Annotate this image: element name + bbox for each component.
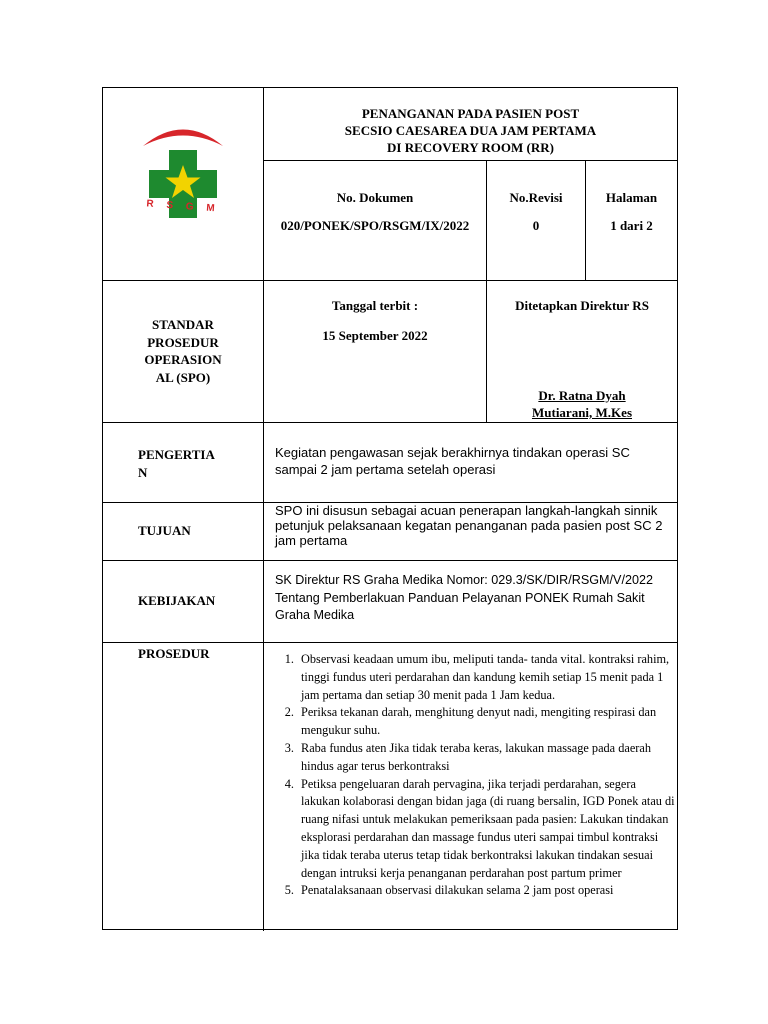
divider xyxy=(263,160,677,161)
title-line: DI RECOVERY ROOM (RR) xyxy=(387,140,554,155)
list-item: 4. Petiksa pengeluaran darah pervagina, jika terjadi perdarahan, segera lakukan kolaborasi dengan bidan jaga (di ruang bersalin, IGD Ponek atau di ruang nifasi untuk melakukan pemeriksaan pada pasien: Lakukan tindakan eksplorasi perdarahan dan massage fundus uteri sampai timbul kontraksi jika tidak teraba uterus tetap tidak berkontraksi lakukan tindakan sesuai dengan intruksi kerja penanganan perdarahan post partum primer xyxy=(297,776,675,883)
list-item: 3. Raba fundus aten Jika tidak teraba keras, lakukan massage pada daerah hindus agar terus berkontraksi xyxy=(297,740,675,776)
kebijakan-text: SK Direktur RS Graha Medika Nomor: 029.3/SK/DIR/RSGM/V/2022 Tentang Pemberlakuan Panduan Pelayanan PONEK Rumah Sakit Graha Medika xyxy=(275,573,653,622)
prosedur-list xyxy=(265,651,675,900)
tujuan-label: TUJUAN xyxy=(138,523,191,538)
spo-type-line: PROSEDUR xyxy=(147,334,219,350)
title-line: PENANGANAN PADA PASIEN POST xyxy=(361,106,580,121)
approval xyxy=(487,297,677,422)
tujuan-text: SPO ini disusun sebagai acuan penerapan langkah-langkah sinnik petunjuk pelaksanaan kegatan penanganan pada pasien post SC 2 jam pertama xyxy=(275,503,663,548)
pengertian-text: Kegiatan pengawasan sejak berakhirnya tindakan operasi SC sampai 2 jam pertama setelah operasi xyxy=(275,445,630,477)
spo-type xyxy=(103,316,263,386)
page-label: Halaman xyxy=(605,190,658,205)
prosedur-label: PROSEDUR xyxy=(138,646,210,661)
logo-text: R S G M xyxy=(146,198,220,215)
spo-type-line: AL (SPO) xyxy=(155,369,211,385)
spo-type-line: OPERASION xyxy=(144,352,222,367)
revision-label: No.Revisi xyxy=(509,190,563,205)
issue-date xyxy=(264,297,486,344)
spo-type-line: STANDAR xyxy=(152,317,214,332)
doc-no-value: 020/PONEK/SPO/RSGM/IX/2022 xyxy=(280,218,470,233)
doc-no-label: No. Dokumen xyxy=(336,190,414,205)
approver-name-line-1: Dr. Ratna Dyah xyxy=(538,388,626,403)
approved-label: Ditetapkan Direktur RS xyxy=(515,298,649,313)
document-title xyxy=(264,105,677,156)
revision xyxy=(487,189,585,234)
page-value: 1 dari 2 xyxy=(610,218,653,233)
pengertian-label-line: N xyxy=(138,465,148,480)
approver-name-line-2: Mutiarani, M.Kes xyxy=(531,405,632,420)
title-line: SECSIO CAESAREA DUA JAM PERTAMA xyxy=(344,123,597,138)
divider xyxy=(103,422,677,423)
pengertian-label-line: PENGERTIA xyxy=(138,447,215,462)
rsgm-logo-icon xyxy=(103,88,263,280)
hospital-logo xyxy=(103,88,263,280)
divider xyxy=(103,280,677,281)
issued-label: Tanggal terbit : xyxy=(331,298,419,313)
kebijakan-label: KEBIJAKAN xyxy=(138,593,216,608)
divider xyxy=(103,560,677,561)
issued-value: 15 September 2022 xyxy=(322,328,428,343)
revision-value: 0 xyxy=(532,218,540,233)
document-number xyxy=(264,189,486,234)
list-item: 5. Penatalaksanaan observasi dilakukan selama 2 jam post operasi xyxy=(297,882,675,900)
prosedur-list-wrap xyxy=(265,651,675,900)
list-item: 2. Periksa tekanan darah, menghitung denyut nadi, mengiting respirasi dan mengukur suhu. xyxy=(297,704,675,740)
divider xyxy=(103,642,677,643)
page-number xyxy=(586,189,677,234)
divider xyxy=(263,422,264,931)
pengertian-label xyxy=(138,446,258,482)
list-item: 1. Observasi keadaan umum ibu, meliputi tanda- tanda vital. kontraksi rahim, tinggi fundus uteri perdarahan dan kandung kemih setiap 15 menit pada 1 jam pertama dan setiap 30 menit pada 1 Jam kedua. xyxy=(297,651,675,704)
spo-document xyxy=(102,87,678,930)
